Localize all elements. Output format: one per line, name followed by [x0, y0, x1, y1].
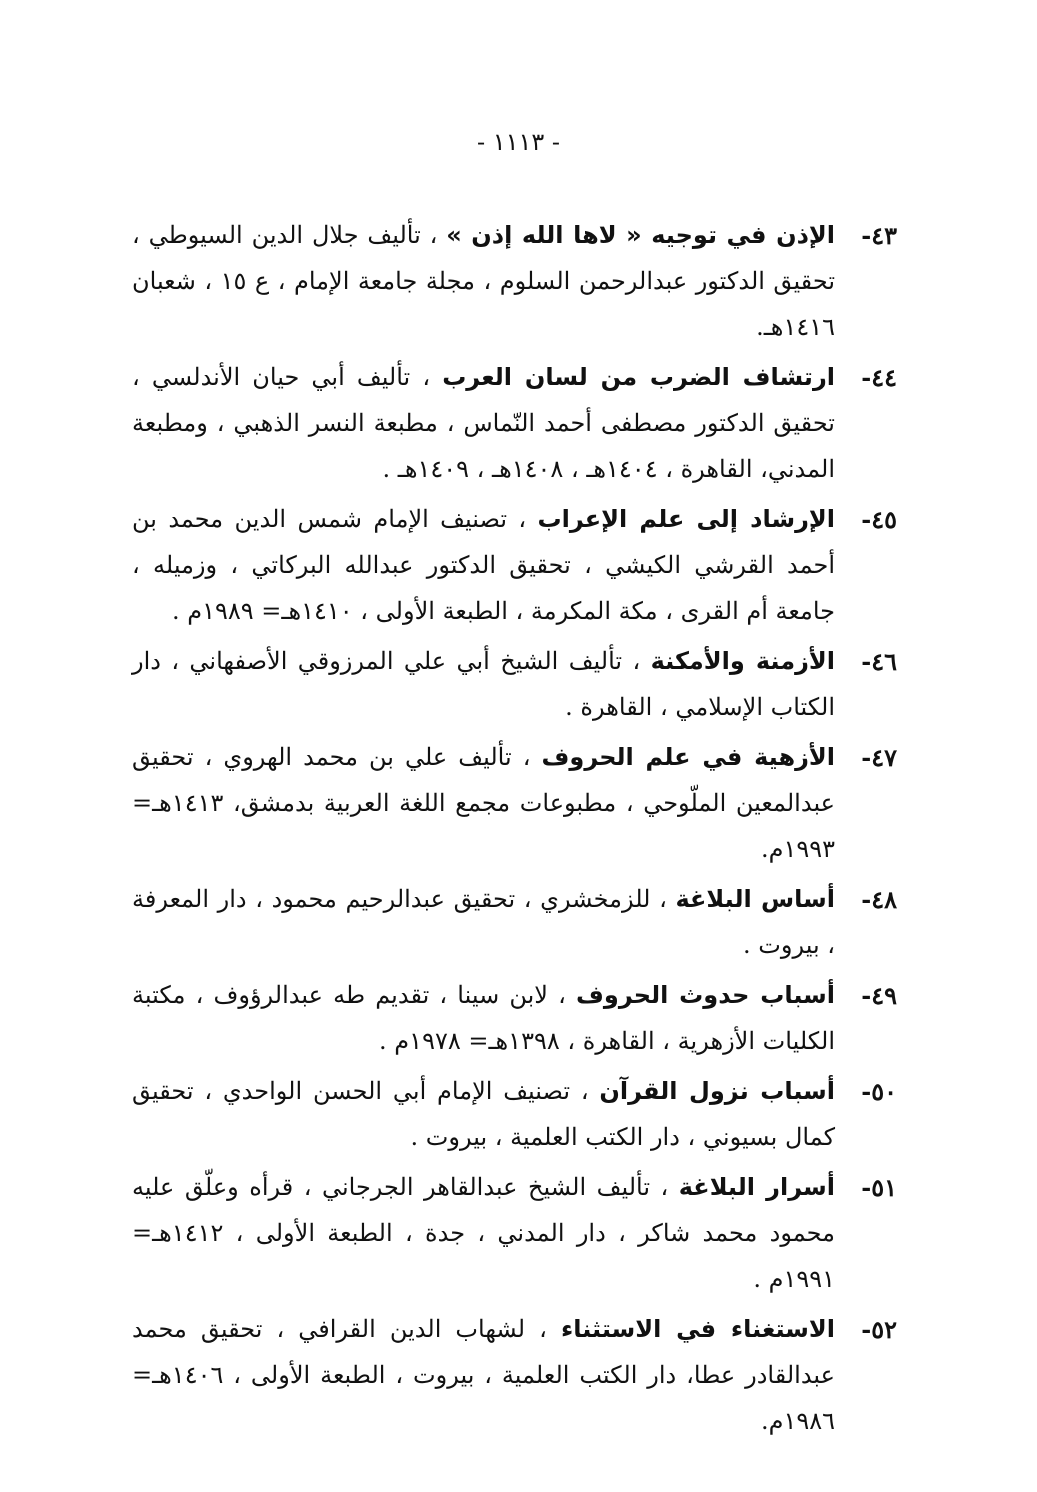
entry-details: ، تأليف أبي حيان الأندلسي ، تحقيق الدكتور مصطفى أحمد النّماس ، مطبعة النسر الذهبي ، ومطبعة المدني، القاهرة ، ١٤٠٤هـ ، ١٤٠٨هـ ، ١٤٠٩هـ .: [132, 363, 835, 483]
entry-details: ، تأليف الشيخ أبي علي المرزوقي الأصفهاني ، دار الكتاب الإسلامي ، القاهرة .: [132, 647, 835, 721]
entry-details: ، تأليف جلال الدين السيوطي ، تحقيق الدكتور عبدالرحمن السلوم ، مجلة جامعة الإمام ، ع ١٥ ، شعبان ١٤١٦هـ.: [132, 221, 835, 341]
entry-number: ٤٩-: [861, 981, 897, 1010]
entry-text: [132, 1306, 835, 1444]
entry-details: ، للزمخشري ، تحقيق عبدالرحيم محمود ، دار المعرفة ، بيروت .: [132, 885, 835, 959]
entry-details: ، لشهاب الدين القرافي ، تحقيق محمد عبدالقادر عطا، دار الكتب العلمية ، بيروت ، الطبعة الأولى ، ١٤٠٦هـ= ١٩٨٦م.: [132, 1315, 835, 1435]
entry-number: ٥١-: [861, 1173, 897, 1202]
bibliography-entry: [132, 496, 897, 634]
entry-number: ٤٣-: [861, 221, 897, 250]
entry-title: أساس البلاغة: [675, 885, 835, 913]
entry-title: الإرشاد إلى علم الإعراب: [537, 505, 835, 533]
entry-details: ، تأليف علي بن محمد الهروي ، تحقيق عبدالمعين الملّوحي ، مطبوعات مجمع اللغة العربية بدمشق، ١٤١٣هـ= ١٩٩٣م.: [132, 743, 835, 863]
entry-text: [132, 638, 835, 730]
entry-title: الأزهية في علم الحروف: [541, 743, 836, 771]
entry-number: ٤٧-: [861, 743, 897, 772]
entry-text: [132, 876, 835, 968]
entry-details: ، لابن سينا ، تقديم طه عبدالرؤوف ، مكتبة الكليات الأزهرية ، القاهرة ، ١٣٩٨هـ= ١٩٧٨م .: [132, 981, 835, 1055]
entry-text: [132, 212, 835, 350]
entry-title: الأزمنة والأمكنة: [650, 647, 835, 675]
entry-title: أسباب حدوث الحروف: [576, 981, 836, 1009]
entry-title: الاستغناء في الاستثناء: [560, 1315, 835, 1343]
entry-number: ٥٢-: [861, 1315, 897, 1344]
bibliography-entry: [132, 1068, 897, 1160]
bibliography-entry: [132, 1306, 897, 1444]
entry-text: [132, 1068, 835, 1160]
bibliography-entry: [132, 734, 897, 872]
entry-details: ، تأليف الشيخ عبدالقاهر الجرجاني ، قرأه وعلّق عليه محمود محمد شاكر ، دار المدني ، جدة ، الطبعة الأولى ، ١٤١٢هـ= ١٩٩١م .: [132, 1173, 835, 1293]
entry-number: ٤٨-: [861, 885, 897, 914]
bibliography-entry: [132, 1164, 897, 1302]
bibliography-entry: [132, 354, 897, 492]
entry-details: ، تصنيف الإمام شمس الدين محمد بن أحمد القرشي الكيشي ، تحقيق الدكتور عبدالله البركاتي ، وزميله ، جامعة أم القرى ، مكة المكرمة ، الطبعة الأولى ، ١٤١٠هـ= ١٩٨٩م .: [132, 505, 835, 625]
bibliography-entry: [132, 212, 897, 350]
entry-number: ٤٤-: [861, 363, 897, 392]
entry-title: ارتشاف الضرب من لسان العرب: [442, 363, 835, 391]
entry-number: ٥٠-: [861, 1077, 897, 1106]
bibliography-list: [132, 212, 897, 1448]
entry-text: [132, 496, 835, 634]
entry-text: [132, 1164, 835, 1302]
entry-text: [132, 734, 835, 872]
entry-number: ٤٦-: [861, 647, 897, 676]
entry-title: أسباب نزول القرآن: [599, 1077, 835, 1105]
entry-number: ٤٥-: [861, 505, 897, 534]
entry-title: أسرار البلاغة: [678, 1173, 835, 1201]
bibliography-entry: [132, 876, 897, 968]
bibliography-entry: [132, 972, 897, 1064]
entry-title: الإذن في توجيه « لاها الله إذن »: [446, 221, 835, 249]
bibliography-entry: [132, 638, 897, 730]
page-number: - ١١١٣ -: [476, 128, 561, 156]
entry-text: [132, 354, 835, 492]
entry-details: ، تصنيف الإمام أبي الحسن الواحدي ، تحقيق كمال بسيوني ، دار الكتب العلمية ، بيروت .: [132, 1077, 835, 1151]
entry-text: [132, 972, 835, 1064]
